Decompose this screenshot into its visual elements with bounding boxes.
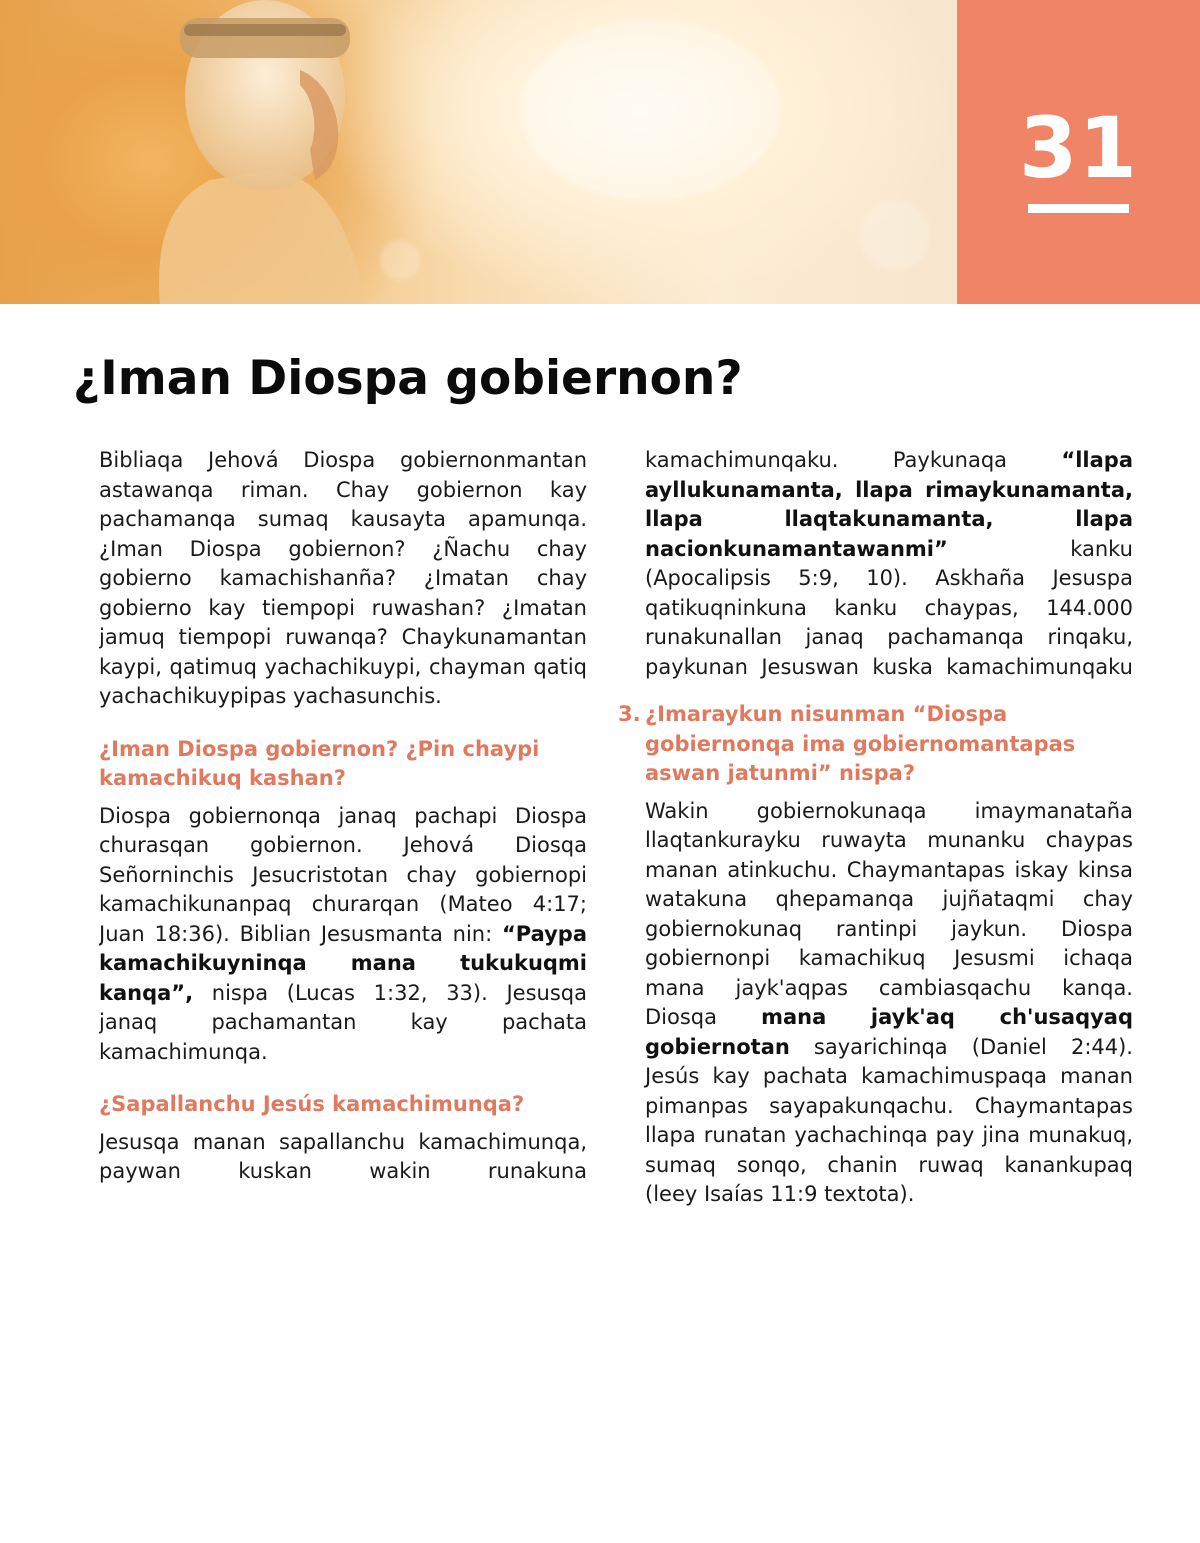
- header-illustration: [0, 0, 957, 304]
- answer-1: Diospa gobiernonqa janaq pachapi Diospa churasqan gobiernon. Jehová Diosqa Señorninchis Jesucristotan chay gobiernopi kamachikunanpaq churarqan (Mateo 4:17; Juan 18:36). Biblian Jesusmanta nin: “Paypa kamachikuyninqa mana tukukuqmi kanqa”, nispa (Lucas 1:32, 33). Jesusqa janaq pachamantan kay pachata kamachimunqa.: [99, 803, 587, 1064]
- question-3-number: 3.: [618, 702, 641, 726]
- page-title: ¿Iman Diospa gobiernon?: [73, 351, 743, 406]
- answer-3: Wakin gobiernokunaqa imaymanataña llaqtankurayku ruwayta munanku chaypas manan atinkuchu. Chaymantapas iskay kinsa watakuna qhepamanqa jujñataqmi chay gobiernokunaq rantinpi jaykun. Diospa gobiernonpi kamachikuq Jesusmi ichaqa mana jayk'aqpas cambiasqachu kanqa. Diosqa mana jayk'aq ch'usaqyaq gobiernotan sayarichinqa (Daniel 2:44). Jesús kay pachata kamachimuspaqa manan pimanpas sayapakunqachu. Chaymantapas llapa runatan yachachinqa pay jina munakuq, sumaq sonqo, chanin ruwaq kanankupaq (leey Isaías 11:9 textota).: [645, 798, 1134, 1206]
- question-3-text: ¿Imaraykun nisunman “Diospa gobiernonqa ima gobiernomantapas aswan jatunmi” nispa?: [645, 702, 1076, 785]
- answer-2: Jesusqa manan sapallanchu kamachimunqa, paywan kuskan wakin runakuna: [99, 1129, 587, 1183]
- chapter-badge: [957, 0, 1200, 304]
- answer-1-quote: “Paypa kamachikuyninqa mana tukukuqmi kanqa”,: [99, 921, 587, 1005]
- question-1-text: ¿Iman Diospa gobiernon? ¿Pin chaypi kamachikuq kashan?: [99, 736, 540, 790]
- intro-paragraph: Bibliaqa Jehová Diospa gobiernonmantan astawanqa riman. Chay gobiernon kay pachamanqa sumaq kausayta apamunqa. ¿Iman Diospa gobiernon? ¿Ñachu chay gobierno kamachishanña? ¿Imatan chay gobierno kay tiempopi ruwashan? ¿Imatan jamuq tiempopi ruwanqa? Chaykunamantan kaypi, qatimuq yachachikuypi, chayman qatiq yachachikuypipas yachasunchis.: [99, 448, 587, 708]
- question-1: [99, 735, 587, 794]
- king-figure-icon: [150, 0, 370, 304]
- chapter-number: 31: [1019, 99, 1138, 197]
- left-column: [99, 446, 587, 1187]
- question-2-text: ¿Sapallanchu Jesús kamachimunqa?: [99, 1092, 525, 1116]
- answer-3-bold: mana jayk'aq ch'usaqyaq gobiernotan: [645, 1005, 1134, 1059]
- chapter-underline: [1028, 204, 1129, 213]
- question-2: [99, 1090, 587, 1120]
- question-3: [618, 700, 1133, 789]
- answer-2-continued: kamachimunqaku. Paykunaqa “llapa ayllukunamanta, llapa rimaykunamanta, llapa llaqtakunamanta, llapa nacionkunamantawanmi” kanku (Apocalipsis 5:9, 10). Askhaña Jesuspa qatikuqninkuna kanku chaypas, 144.000 runakunallan janaq pachamanqa rinqaku, paykunan Jesuswan kuska kamachimunqaku: [645, 448, 1133, 679]
